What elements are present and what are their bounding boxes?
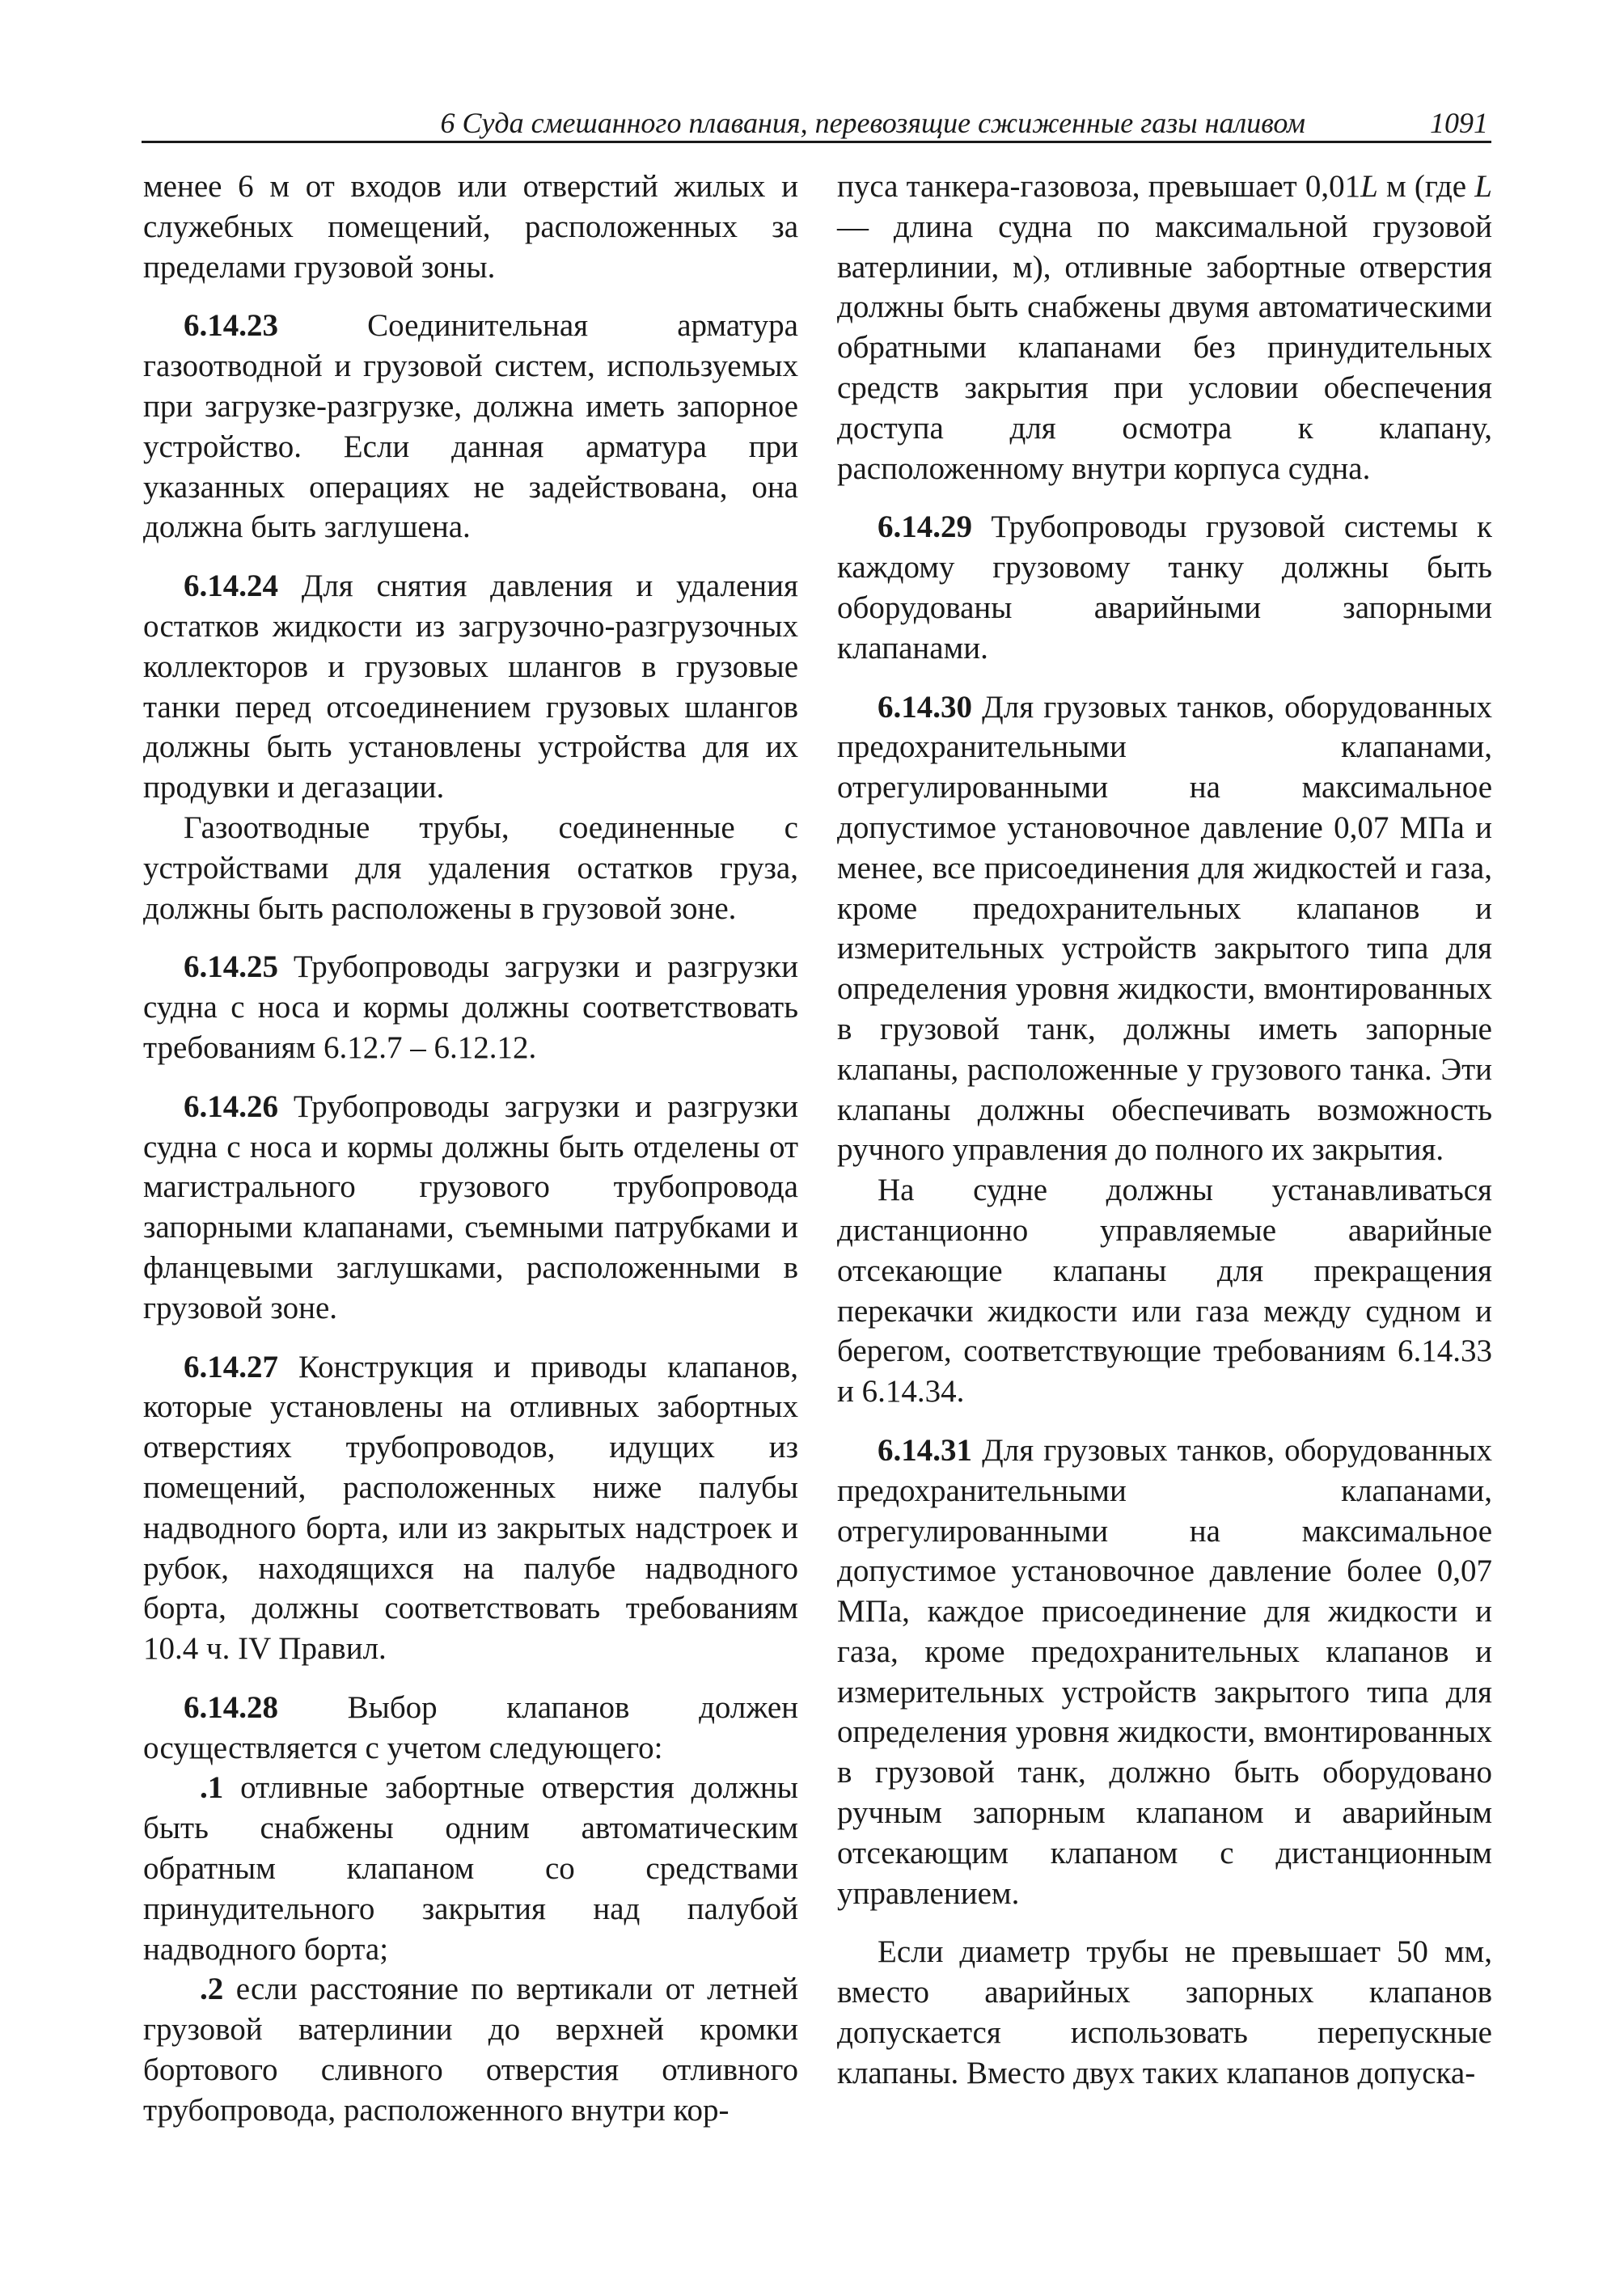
paragraph-continued: менее 6 м от входов или отверстий жилых и служебных помещений, расположенных за пределами грузовой зоны.: [143, 169, 798, 285]
clause-6-14-29: [837, 507, 1492, 668]
paragraph: Газоотводные трубы, соединенные с устройствами для удаления остатков груза, должны быть расположены в грузовой зоне.: [143, 809, 798, 926]
clause-text: Конструкция и приводы клапанов, которые установлены на отливных забортных отверстиях трубопроводов, идущих из помещений, расположенных ниже палубы надводного борта, или из закрытых надстроек и рубок, находящихся на палубе надводного борта, должны соответствовать требованиям 10.4 ч. IV Правил.: [143, 1349, 798, 1667]
clause-text: Трубопроводы загрузки и разгрузки судна с носа и кормы должны соответствовать требованиям 6.12.7 – 6.12.12.: [143, 949, 798, 1065]
paragraph: Если диаметр трубы не превышает 50 мм, вместо аварийных запорных клапанов допускается использовать перепускные клапаны. Вместо двух таких клапанов допуска-: [837, 1934, 1492, 2090]
item-text: если расстояние по вертикали от летней грузовой ватерлинии до верхней кромки бортового сливного отверстия отливного трубопровода, расположенного внутри кор-: [143, 1972, 798, 2128]
clause-6-14-25: [143, 947, 798, 1067]
clause-6-14-30: [837, 687, 1492, 1171]
right-column: [837, 167, 1492, 2094]
clause-number: 6.14.27: [184, 1349, 278, 1384]
clause-text: Трубопроводы загрузки и разгрузки судна с носа и кормы должны быть отделены от магистрального грузового трубопровода запорными клапанами, съемными патрубками и фланцевыми заглушками, расположенными в грузовой зоне.: [143, 1088, 798, 1325]
list-item-1: [143, 1768, 798, 1969]
clause-text: Для грузовых танков, оборудованных предохранительными клапанами, отрегулированными на максимальное допустимое установочное давление более 0,07 МПа, каждое присоединение для жидкости и газа, кроме предохранительных клапанов и измерительных устройств закрытого типа для определения уровня жидкости, вмонтированных в грузовой танк, должно быть оборудовано ручным запорным клапаном и аварийным отсекающим клапаном с дистанционным управлением.: [837, 1432, 1492, 1911]
clause-6-14-24: [143, 566, 798, 808]
clause-text: Выбор клапанов должен осуществляется с учетом следующего:: [143, 1689, 798, 1765]
variable-L: L: [1360, 169, 1378, 204]
variable-L: L: [1474, 169, 1492, 204]
list-item-2: [143, 1969, 798, 2130]
clause-6-14-31: [837, 1431, 1492, 1914]
clause-6-14-23: [143, 306, 798, 547]
page-number: 1091: [1430, 107, 1488, 139]
item-number: .1: [200, 1770, 224, 1806]
text-fragment: м (где: [1377, 169, 1475, 204]
clause-number: 6.14.24: [184, 569, 278, 604]
clause-number: 6.14.25: [184, 949, 278, 985]
clause-number: 6.14.29: [878, 509, 972, 545]
clause-number: 6.14.28: [184, 1689, 278, 1725]
left-column: [143, 167, 798, 2131]
clause-text: Трубопроводы грузовой системы к каждому грузовому танку должны быть оборудованы аварийными запорными клапанами.: [837, 509, 1492, 666]
item-text: отливные забортные отверстия должны быть снабжены одним автоматическим обратным клапаном со средствами принудительного закрытия над палубой надводного борта;: [143, 1770, 798, 1967]
clause-number: 6.14.26: [184, 1088, 278, 1124]
clause-6-14-27: [143, 1347, 798, 1669]
paragraph: На судне должны устанавливаться дистанционно управляемые аварийные отсекающие клапаны для прекращения перекачки жидкости или газа между судном и берегом, соответствующие требованиям 6.14.33 и 6.14.34.: [837, 1173, 1492, 1410]
clause-text: Для снятия давления и удаления остатков жидкости из загрузочно-разгрузочных коллекторов и грузовых шлангов в грузовые танки перед отсоединением грузовых шлангов должны быть установлены устройства для их продувки и дегазации.: [143, 569, 798, 805]
clause-6-14-28: [143, 1688, 798, 1769]
clause-text: Соединительная арматура газоотводной и грузовой систем, используемых при загрузке-разгрузке, должна иметь запорное устройство. Если данная арматура при указанных операциях не задействована, она должна быть заглушена.: [143, 308, 798, 545]
paragraph-continued: [837, 167, 1492, 488]
running-header: [142, 104, 1491, 143]
text-fragment: пуса танкера-газовоза, превышает 0,01: [837, 169, 1361, 204]
clause-number: 6.14.23: [184, 308, 278, 344]
clause-6-14-26: [143, 1087, 798, 1329]
text-fragment: — длина судна по максимальной грузовой ватерлинии, м), отливные забортные отверстия должны быть снабжены двумя автоматическими обратными клапанами без принудительных средств закрытия при условии обеспечения доступа для осмотра к клапану, расположенному внутри корпуса судна.: [837, 209, 1492, 486]
chapter-title: 6 Суда смешанного плавания, перевозящие сжиженные газы наливом: [440, 107, 1305, 139]
clause-number: 6.14.31: [878, 1432, 972, 1468]
item-number: .2: [200, 1972, 224, 2007]
clause-text: Для грузовых танков, оборудованных предохранительными клапанами, отрегулированными на максимальное допустимое установочное давление 0,07 МПа и менее, все присоединения для жидкостей и газа, кроме предохранительных клапанов и измерительных устройств закрытого типа для определения уровня жидкости, вмонтированных в грузовой танк, должны иметь запорные клапаны, расположенные у грузового танка. Эти клапаны должны обеспечивать возможность ручного управления до полного их закрытия.: [837, 689, 1492, 1168]
clause-number: 6.14.30: [878, 689, 972, 725]
